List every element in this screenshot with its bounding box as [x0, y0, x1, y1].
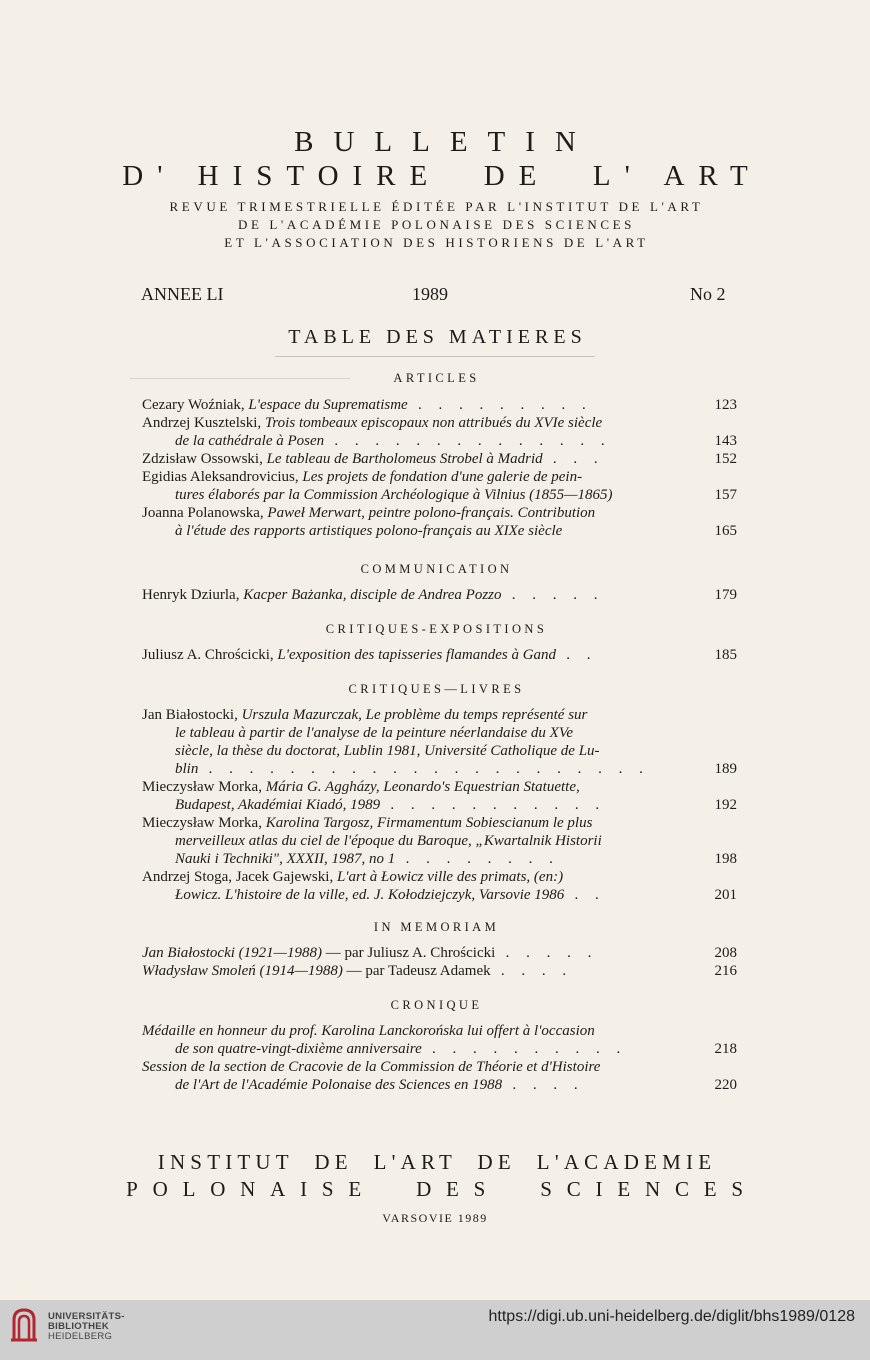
toc-entry — [142, 706, 737, 724]
entry-title: de son quatre-vingt-dixième anniversaire — [175, 1041, 422, 1057]
leader-dots: . . . . . . . . . . — [421, 1041, 627, 1057]
entry-title: blin — [175, 761, 199, 777]
toc-entry — [142, 414, 737, 432]
show-through-line — [275, 356, 595, 357]
publisher-line2: POLONAISE DES SCIENCES — [126, 1177, 758, 1201]
publication-place-year: VARSOVIE 1989 — [382, 1211, 488, 1225]
page-number: 143 — [714, 433, 737, 449]
entry-title: Łowicz. L'histoire de la ville, ed. J. Kołodziejczyk, Varsovie 1986 — [175, 887, 565, 903]
section-heading-critiques-expositions: CRITIQUES-EXPOSITIONS — [325, 622, 548, 636]
issue-number: No 2 — [690, 284, 726, 304]
entry-author: Zdzisław Ossowski, — [142, 451, 267, 467]
toc-entry — [142, 868, 737, 886]
toc-entry — [142, 814, 737, 832]
toc-entry — [142, 962, 737, 980]
entry-title: L'exposition des tapisseries flamandes à Gand — [277, 647, 557, 663]
section-heading-articles: ARTICLES — [393, 371, 480, 385]
entry-title: Urszula Mazurczak, Le problème du temps représenté sur — [241, 707, 588, 723]
page-number: 216 — [714, 963, 737, 979]
toc-entry — [142, 468, 737, 486]
page-number: 218 — [714, 1041, 737, 1057]
entry-title: Karolina Targosz, Firmamentum Sobiescianum le plus — [265, 815, 593, 831]
entry-title: Nauki i Techniki", XXXII, 1987, no 1 — [175, 851, 396, 867]
leader-dots: . . . . . . . . . — [407, 397, 593, 413]
entry-author: Cezary Woźniak, — [142, 397, 249, 413]
entry-title: Kacper Bażanka, disciple de Andrea Pozzo — [243, 587, 502, 603]
page-number: 179 — [714, 587, 737, 603]
journal-title-line2: D' HISTOIRE DE L' ART — [122, 160, 762, 192]
entry-author: Egidias Aleksandrovicius, — [142, 469, 303, 485]
entry-title: à l'étude des rapports artistiques polono-français au XIXe siècle — [175, 523, 563, 539]
entry-title: merveilleux atlas du ciel de l'époque du Baroque, „Kwartalnik Historii — [175, 833, 602, 849]
library-name-line1: UNIVERSITÄTS- — [48, 1311, 125, 1322]
volume-label: ANNEE LI — [141, 284, 224, 304]
entry-title: de l'Art de l'Académie Polonaise des Sciences en 1988 — [175, 1077, 503, 1093]
page-number: 192 — [714, 797, 737, 813]
page-number: 152 — [714, 451, 737, 467]
source-url-link[interactable]: https://digi.ub.uni-heidelberg.de/diglit/bhs1989/0128 — [488, 1308, 855, 1325]
journal-subtitle-line2: DE L'ACADÉMIE POLONAISE DES SCIENCES — [237, 217, 635, 232]
section-heading-chronique: CRONIQUE — [390, 998, 483, 1012]
entry-author: Jan Białostocki, — [142, 707, 242, 723]
page-number: 198 — [714, 851, 737, 867]
leader-dots: . . . — [542, 451, 605, 467]
section-heading-in-memoriam: IN MEMORIAM — [373, 920, 500, 934]
digitization-footer — [0, 1300, 870, 1360]
entry-title: Mária G. Aggházy, Leonardo's Equestrian Statuette, — [265, 779, 580, 795]
page-number: 201 — [714, 887, 737, 903]
page-number: 185 — [714, 647, 737, 663]
entry-title: de la cathédrale à Posen — [175, 433, 325, 449]
toc-title: TABLE DES MATIERES — [288, 326, 587, 348]
entry-title: L'art à Łowicz ville des primats, (en:) — [336, 869, 564, 885]
toc-entry — [142, 450, 737, 468]
page-number: 220 — [714, 1077, 737, 1093]
entry-author: Henryk Dziurla, — [142, 587, 244, 603]
toc-entry — [142, 778, 737, 796]
journal-subtitle-line3: ET L'ASSOCIATION DES HISTORIENS DE L'ART — [224, 235, 649, 250]
entry-title: Paweł Merwart — [267, 505, 362, 521]
library-name-line2: BIBLIOTHEK — [48, 1321, 110, 1332]
entry-title: , peintre polono-français. Contribution — [361, 505, 596, 521]
leader-dots: . . . . — [502, 1077, 585, 1093]
page-number: 157 — [714, 487, 737, 503]
toc-entry-continuation — [175, 522, 737, 540]
entry-title: Budapest, Akadémiai Kiadó, 1989 — [175, 797, 381, 813]
entry-title: tures élaborés par la Commission Archéologique à Vilnius (1855—1865) — [175, 487, 613, 503]
toc-entry-continuation — [175, 742, 737, 760]
leader-dots: . . . . . . . . . . . . . . — [324, 433, 612, 449]
entry-title: le tableau à partir de l'analyse de la peinture néerlandaise du XVe — [175, 725, 573, 741]
toc-entry — [142, 1022, 737, 1040]
entry-author: Mieczysław Morka, — [142, 815, 266, 831]
toc-entry-continuation — [175, 796, 737, 814]
toc-entry-continuation — [175, 760, 737, 778]
issue-year: 1989 — [412, 284, 448, 304]
leader-dots: . . . . . — [501, 587, 605, 603]
toc-entry — [142, 646, 737, 664]
leader-dots: . . . . . . . . . . . . . . . . . . . . . . — [198, 761, 650, 777]
leader-dots: . . . . . . . . — [395, 851, 560, 867]
page-number: 165 — [714, 523, 737, 539]
entry-author: Mieczysław Morka, — [142, 779, 266, 795]
entry-author: Juliusz A. Chrościcki, — [142, 647, 278, 663]
leader-dots: . . . . . — [495, 945, 598, 961]
entry-title: Session de la section de Cracovie de la Commission de Théorie et d'Histoire — [142, 1059, 601, 1075]
toc-entry — [142, 586, 737, 604]
leader-dots: . . . . — [490, 963, 573, 979]
section-heading-communication: COMMUNICATION — [360, 562, 513, 576]
entry-author: Joanna Polanowska, — [142, 505, 268, 521]
entry-title: Les projets de fondation d'une galerie de pein- — [302, 469, 583, 485]
toc-entry — [142, 504, 737, 522]
page-number: 123 — [714, 397, 737, 413]
toc-entry-continuation — [175, 432, 737, 450]
entry-title: siècle, la thèse du doctorat, Lublin 1981, Université Catholique de Lu- — [175, 743, 600, 759]
page-number: 189 — [714, 761, 737, 777]
leader-dots: . . — [564, 887, 606, 903]
entry-title: Władysław Smoleń (1914—1988) — [142, 963, 343, 979]
library-name-line3: HEIDELBERG — [48, 1331, 113, 1342]
entry-title: Jan Białostocki (1921—1988) — [142, 945, 322, 961]
entry-title: Médaille en honneur du prof. Karolina Lanckorońska lui offert à l'occasion — [142, 1023, 595, 1039]
entry-title: L'espace du Suprematisme — [248, 397, 408, 413]
entry-author: — par Tadeusz Adamek — [342, 963, 491, 979]
toc-entry — [142, 1058, 737, 1076]
toc-entry-continuation — [175, 886, 737, 904]
toc-entry-continuation — [175, 832, 737, 850]
entry-author: — par Juliusz A. Chrościcki — [321, 945, 496, 961]
toc-entry-continuation — [175, 850, 737, 868]
entry-author: Andrzej Kusztelski, — [142, 415, 265, 431]
entry-title: Le tableau de Bartholomeus Strobel à Madrid — [266, 451, 543, 467]
entry-author: Andrzej Stoga, Jacek Gajewski, — [142, 869, 337, 885]
toc-entry-continuation — [175, 1040, 737, 1058]
library-logo-icon[interactable] — [8, 1306, 40, 1344]
journal-title-line1: BULLETIN — [294, 126, 596, 158]
toc-entry — [142, 396, 737, 414]
toc-entry — [142, 944, 737, 962]
leader-dots: . . — [556, 647, 598, 663]
journal-subtitle-line1: REVUE TRIMESTRIELLE ÉDITÉE PAR L'INSTITUT DE L'ART — [169, 199, 704, 214]
toc-entry-continuation — [175, 724, 737, 742]
leader-dots: . . . . . . . . . . . — [380, 797, 606, 813]
page-number: 208 — [714, 945, 737, 961]
toc-entry-continuation — [175, 486, 737, 504]
toc-entry-continuation — [175, 1076, 737, 1094]
publisher-line1: INSTITUT DE L'ART DE L'ACADEMIE — [157, 1150, 717, 1174]
entry-title: Trois tombeaux episcopaux non attribués du XVIe siècle — [264, 415, 603, 431]
section-heading-critiques-livres: CRITIQUES—LIVRES — [348, 682, 525, 696]
